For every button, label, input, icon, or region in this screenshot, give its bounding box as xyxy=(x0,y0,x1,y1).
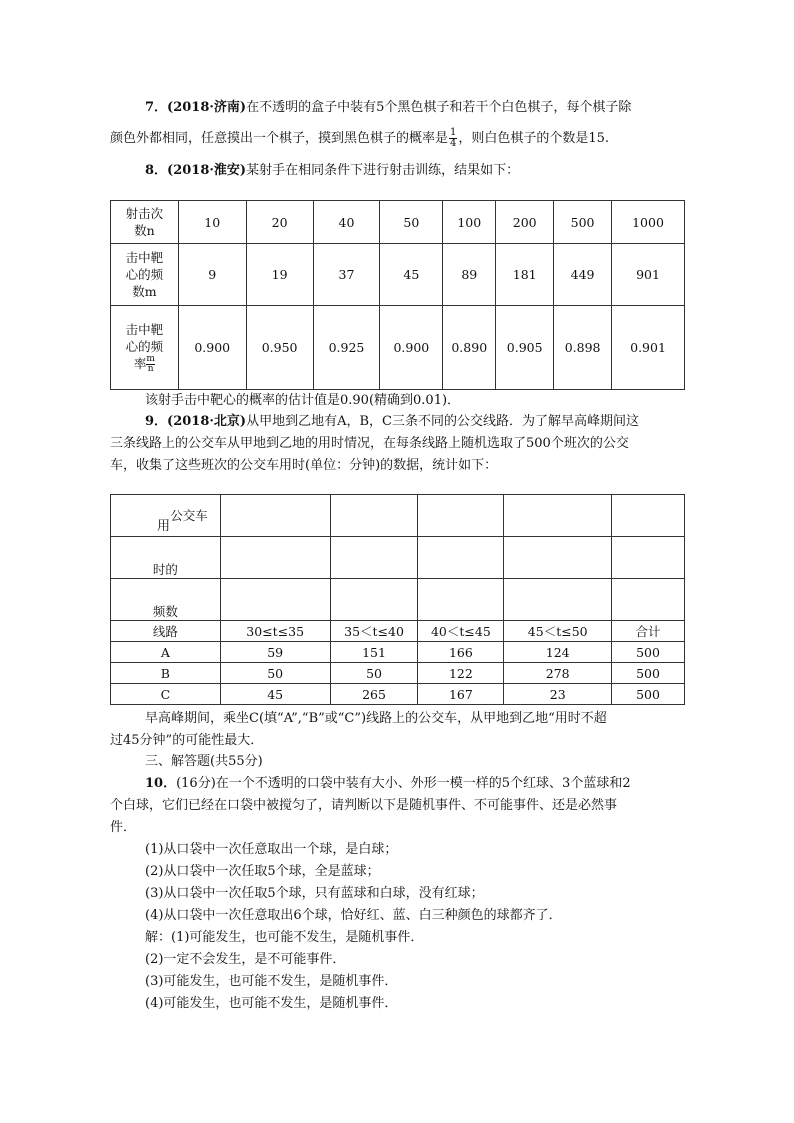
q9-table xyxy=(110,494,685,705)
q9-cell: 50 xyxy=(330,663,418,684)
q9-header-row-1 xyxy=(111,495,685,537)
q8-shots-cell: 20 xyxy=(246,201,313,244)
q9-header-label-c: 时的 xyxy=(111,537,221,579)
q9-cell: 166 xyxy=(418,642,504,663)
q9-answer-line1: 早高峰期间，乘坐C(填“A”,“B”或“C”)线路上的公交车，从甲地到乙地“用时不超 xyxy=(145,711,607,726)
q8-hits-cell: 181 xyxy=(496,244,554,306)
q10-text-line1: 在一个不透明的口袋中装有大小、外形一模一样的5个红球、3个蓝球和2 xyxy=(215,776,631,791)
q10-solution-line: (4)可能发生，也可能不发生，是随机事件． xyxy=(145,996,398,1011)
q8-freq-fraction: $\frac{m}{n}$ xyxy=(146,354,155,374)
q9-line1 xyxy=(145,413,639,431)
q8-line1 xyxy=(145,162,519,180)
q9-header-label-b: 用 xyxy=(157,519,171,534)
q9-answer-line2: 过45分钟”的可能性最大． xyxy=(110,733,264,748)
q8-freq-cell: 0.890 xyxy=(443,306,496,390)
q10-item: (1)从口袋中一次任意取出一个球，是白球； xyxy=(145,842,398,857)
q10-solution-line: 解：(1)可能发生，也可能不发生，是随机事件． xyxy=(145,930,424,945)
q7-number: 7． xyxy=(145,100,168,115)
q9-cell: 500 xyxy=(612,684,685,705)
q8-shots-cell: 1000 xyxy=(612,201,685,244)
q8-number: 8． xyxy=(145,163,168,178)
q8-freq-cell: 0.925 xyxy=(313,306,380,390)
q9-cell: 50 xyxy=(220,663,330,684)
q10-line1 xyxy=(145,775,631,793)
q9-cell: 265 xyxy=(330,684,418,705)
q8-hits-cell: 901 xyxy=(612,244,685,306)
q9-row-label: B xyxy=(111,663,221,684)
q10-score: (16分) xyxy=(176,776,216,791)
q8-row3-label: 击中靶 心的频 率 $\frac{m}{n}$ xyxy=(111,306,179,390)
q8-row1-label: 射击次 数n xyxy=(111,201,179,244)
q9-row-c xyxy=(111,684,685,705)
q8-table xyxy=(110,200,685,390)
q9-header-label-e: 线路 xyxy=(111,621,221,642)
q8-row-hits xyxy=(111,244,685,306)
q9-cell: 167 xyxy=(418,684,504,705)
q9-cell: 59 xyxy=(220,642,330,663)
q8-shots-cell: 10 xyxy=(178,201,246,244)
q9-row-a xyxy=(111,642,685,663)
q8-row2-label: 击中靶 心的频 数m xyxy=(111,244,179,306)
q9-col-header: 45＜t≤50 xyxy=(504,621,612,642)
q9-number: 9． xyxy=(145,414,168,429)
q9-row-b xyxy=(111,663,685,684)
q9-cell: 124 xyxy=(504,642,612,663)
q8-freq-cell: 0.905 xyxy=(496,306,554,390)
q9-text-line3: 车，收集了这些班次的公交车用时(单位：分钟)的数据，统计如下： xyxy=(110,458,498,473)
q9-col-header: 合计 xyxy=(612,621,685,642)
q8-freq-cell: 0.900 xyxy=(178,306,246,390)
q7-text-line2b: ，则白色棋子的个数是15. xyxy=(458,131,610,146)
q9-cell: 151 xyxy=(330,642,418,663)
q9-source: (2018·北京) xyxy=(167,414,247,429)
q8-shots-cell: 100 xyxy=(443,201,496,244)
q9-column-header-row xyxy=(111,621,685,642)
q10-item: (3)从口袋中一次任取5个球，只有蓝球和白球，没有红球； xyxy=(145,886,484,901)
q8-answer: 该射手击中靶心的概率的估计值是0.90(精确到0.01)． xyxy=(145,393,461,408)
q10-solution-line: (3)可能发生，也可能不发生，是随机事件． xyxy=(145,974,398,989)
q8-freq-cell: 0.900 xyxy=(380,306,443,390)
q7-line1 xyxy=(145,99,631,117)
q8-hits-cell: 449 xyxy=(554,244,612,306)
q8-hits-cell: 45 xyxy=(380,244,443,306)
q8-source: (2018·淮安) xyxy=(167,163,247,178)
q9-cell: 45 xyxy=(220,684,330,705)
q8-row-freq xyxy=(111,306,685,390)
q10-item: (4)从口袋中一次任意取出6个球，恰好红、蓝、白三种颜色的球都齐了． xyxy=(145,908,562,923)
q8-freq-cell: 0.950 xyxy=(246,306,313,390)
q9-row-label: C xyxy=(111,684,221,705)
q9-header-row-3 xyxy=(111,579,685,621)
q9-cell: 500 xyxy=(612,663,685,684)
q9-text-line1: 从甲地到乙地有A，B，C三条不同的公交线路．为了解早高峰期间这 xyxy=(246,414,639,429)
q7-fraction xyxy=(449,128,457,149)
q9-header-label-a: 公交车 xyxy=(111,495,221,537)
q9-cell: 278 xyxy=(504,663,612,684)
q10-number: 10． xyxy=(145,776,177,791)
q7-text-line2a: 颜色外都相同，任意摸出一个棋子，摸到黑色棋子的概率是 xyxy=(110,131,449,146)
q7-frac-num: 1 xyxy=(450,127,457,138)
q9-col-header: 30≤t≤35 xyxy=(220,621,330,642)
q9-header-label-d: 频数 xyxy=(111,579,221,621)
q10-solution-line: (2)一定不会发生，是不可能事件． xyxy=(145,952,346,967)
q8-shots-cell: 40 xyxy=(313,201,380,244)
q8-text: 某射手在相同条件下进行射击训练，结果如下： xyxy=(246,163,520,178)
q8-hits-cell: 19 xyxy=(246,244,313,306)
q10-text-line2: 个白球，它们已经在口袋中被搅匀了，请判断以下是随机事件、不可能事件、还是必然事 xyxy=(110,798,618,813)
q9-cell: 122 xyxy=(418,663,504,684)
q9-col-header: 35＜t≤40 xyxy=(330,621,418,642)
q8-hits-cell: 9 xyxy=(178,244,246,306)
q7-text-line1: 在不透明的盒子中装有5个黑色棋子和若干个白色棋子，每个棋子除 xyxy=(246,100,632,115)
q8-freq-cell: 0.898 xyxy=(554,306,612,390)
q8-shots-cell: 500 xyxy=(554,201,612,244)
q9-cell: 23 xyxy=(504,684,612,705)
q8-hits-cell: 89 xyxy=(443,244,496,306)
q7-line2 xyxy=(110,125,609,153)
q8-shots-cell: 50 xyxy=(380,201,443,244)
q8-shots-cell: 200 xyxy=(496,201,554,244)
section-3-heading: 三、解答题(共55分) xyxy=(145,754,263,769)
q9-text-line2: 三条线路上的公交车从甲地到乙地的用时情况，在每条线路上随机选取了500个班次的公交 xyxy=(110,436,629,451)
q7-source: (2018·济南) xyxy=(167,100,247,115)
q9-row-label: A xyxy=(111,642,221,663)
q10-text-line3: 件． xyxy=(110,820,137,835)
q9-col-header: 40＜t≤45 xyxy=(418,621,504,642)
q9-cell: 500 xyxy=(612,642,685,663)
q8-freq-cell: 0.901 xyxy=(612,306,685,390)
q7-frac-den: 4 xyxy=(450,138,457,149)
q9-header-row-2 xyxy=(111,537,685,579)
q8-hits-cell: 37 xyxy=(313,244,380,306)
q10-item: (2)从口袋中一次任取5个球，全是蓝球； xyxy=(145,864,380,879)
q8-row-shots xyxy=(111,201,685,244)
